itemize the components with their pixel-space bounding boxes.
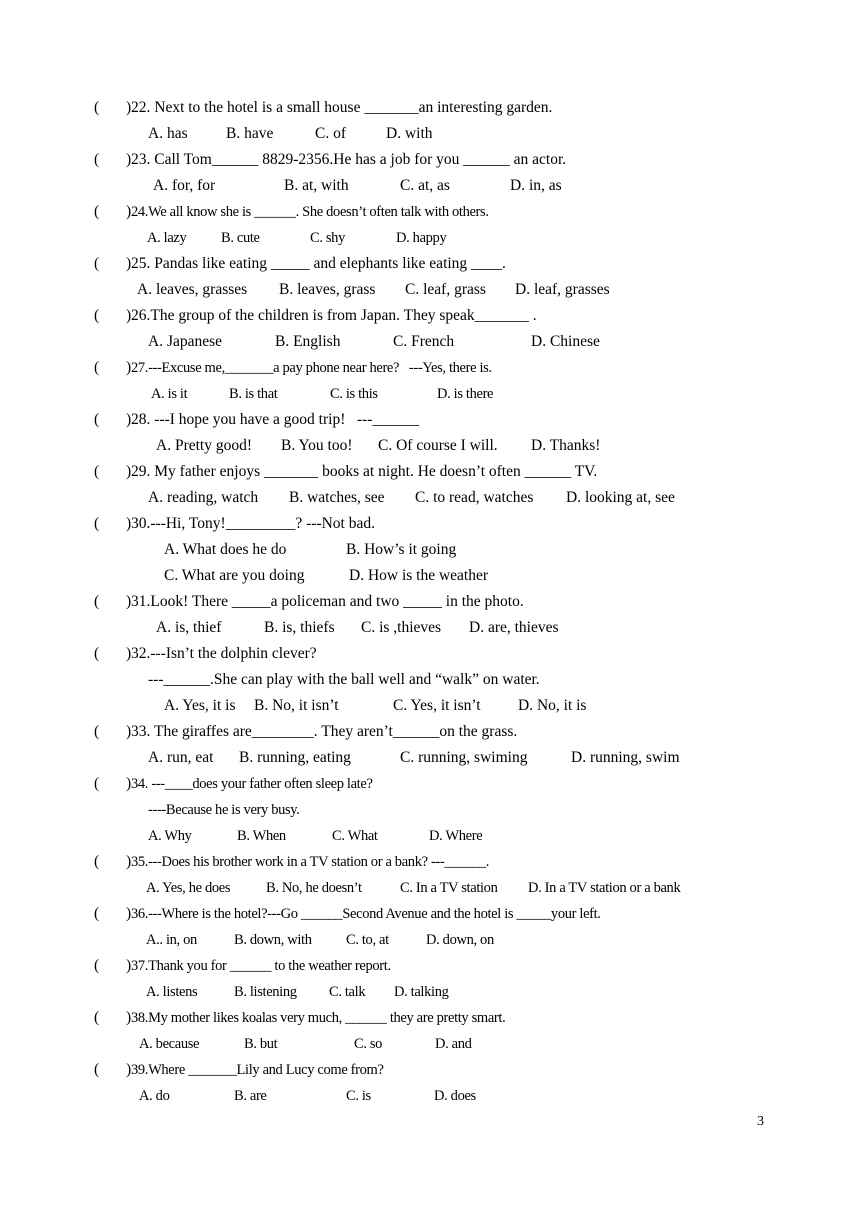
answer-paren-open: (	[94, 957, 100, 974]
answer-option: B. but	[244, 1036, 278, 1052]
answer-option: B. leaves, grass	[279, 281, 376, 298]
question-text: 30.---Hi, Tony!_________? ---Not bad.	[131, 515, 375, 532]
answer-option: B. is that	[229, 386, 278, 402]
answer-paren-close: )	[126, 255, 132, 272]
answer-paren-close: )	[126, 957, 132, 974]
answer-option: C. to read, watches	[415, 489, 534, 506]
question-text: 33. The giraffes are________. They aren’t______on the grass.	[131, 723, 518, 740]
answer-paren-open: (	[94, 905, 100, 922]
answer-option: C. What are you doing	[164, 567, 305, 584]
answer-paren-close: )	[126, 853, 132, 870]
answer-option: C. talk	[329, 984, 366, 1000]
answer-option: A. has	[148, 125, 188, 142]
answer-option: A.. in, on	[146, 932, 197, 948]
answer-option: D. are, thieves	[469, 619, 559, 636]
answer-option: B. listening	[234, 984, 297, 1000]
answer-option: A. for, for	[153, 177, 216, 194]
answer-paren-open: (	[94, 307, 100, 324]
answer-option: D. talking	[394, 984, 449, 1000]
question-text: 32.---Isn’t the dolphin clever?	[131, 645, 317, 662]
answer-option: B. is, thiefs	[264, 619, 335, 636]
answer-paren-close: )	[126, 203, 132, 220]
answer-option: C. is this	[330, 386, 378, 402]
answer-option: A. is it	[151, 386, 188, 402]
answer-option: B. cute	[221, 230, 260, 246]
answer-paren-open: (	[94, 1061, 100, 1078]
answer-option: A. Japanese	[148, 333, 223, 350]
question-text: 24.We all know she is ______. She doesn’t often talk with others.	[131, 204, 489, 220]
answer-option: C. leaf, grass	[405, 281, 486, 298]
answer-option: A. reading, watch	[148, 489, 259, 506]
answer-option: A. because	[139, 1036, 200, 1052]
answer-option: A. What does he do	[164, 541, 287, 558]
answer-paren-close: )	[126, 515, 132, 532]
question-text: 38.My mother likes koalas very much, ______ they are pretty smart.	[131, 1010, 506, 1026]
answer-paren-close: )	[126, 99, 132, 116]
answer-paren-close: )	[126, 1009, 132, 1026]
answer-paren-open: (	[94, 593, 100, 610]
question-text: 36.---Where is the hotel?---Go ______Second Avenue and the hotel is _____your left.	[131, 906, 601, 922]
answer-paren-close: )	[126, 775, 132, 792]
question-text: 23. Call Tom______ 8829-2356.He has a job for you ______ an actor.	[131, 151, 567, 168]
answer-option: C. In a TV station	[400, 880, 498, 896]
answer-paren-open: (	[94, 255, 100, 272]
answer-option: C. French	[393, 333, 455, 350]
answer-option: B. running, eating	[239, 749, 351, 766]
answer-paren-close: )	[126, 1061, 132, 1078]
answer-option: C. shy	[310, 230, 345, 246]
answer-paren-close: )	[126, 723, 132, 740]
answer-option: B. No, he doesn’t	[266, 880, 362, 896]
answer-option: A. lazy	[147, 230, 187, 246]
answer-paren-close: )	[126, 645, 132, 662]
answer-option: D. does	[434, 1088, 476, 1104]
answer-paren-open: (	[94, 411, 100, 428]
answer-option: A. Yes, he does	[146, 880, 231, 896]
answer-option: C. is ,thieves	[361, 619, 442, 636]
question-text: 26.The group of the children is from Japan. They speak_______ .	[131, 307, 537, 324]
answer-option: C. Yes, it isn’t	[393, 697, 481, 714]
answer-option: B. English	[275, 333, 341, 350]
answer-option: B. at, with	[284, 177, 349, 194]
answer-paren-open: (	[94, 463, 100, 480]
answer-option: C. Of course I will.	[378, 437, 498, 454]
answer-paren-open: (	[94, 723, 100, 740]
answer-option: C. of	[315, 125, 346, 142]
answer-option: B. No, it isn’t	[254, 697, 339, 714]
answer-option: D. No, it is	[518, 697, 587, 714]
answer-paren-close: )	[126, 463, 132, 480]
answer-option: D. leaf, grasses	[515, 281, 610, 298]
question-text: 28. ---I hope you have a good trip! ---______	[131, 411, 419, 428]
answer-option: B. are	[234, 1088, 267, 1104]
question-text: 27.---Excuse me,_______a pay phone near here? ---Yes, there is.	[131, 360, 492, 376]
answer-option: B. watches, see	[289, 489, 385, 506]
answer-paren-open: (	[94, 645, 100, 662]
question-text: 22. Next to the hotel is a small house _______an interesting garden.	[131, 99, 553, 116]
answer-option: A. Yes, it is	[164, 697, 236, 714]
answer-option: D. How is the weather	[349, 567, 489, 584]
answer-option: A. Why	[148, 828, 192, 844]
answer-option: D. with	[386, 125, 433, 142]
answer-paren-open: (	[94, 203, 100, 220]
answer-option: A. is, thief	[156, 619, 222, 636]
answer-option: A. do	[139, 1088, 170, 1104]
answer-option: C. is	[346, 1088, 371, 1104]
answer-option: C. running, swiming	[400, 749, 528, 766]
answer-option: D. Chinese	[531, 333, 600, 350]
answer-option: C. at, as	[400, 177, 450, 194]
answer-paren-open: (	[94, 775, 100, 792]
answer-paren-open: (	[94, 1009, 100, 1026]
page-number: 3	[757, 1114, 764, 1129]
answer-option: D. Thanks!	[531, 437, 601, 454]
question-text: 37.Thank you for ______ to the weather report.	[131, 958, 391, 974]
answer-paren-open: (	[94, 359, 100, 376]
answer-option: A. listens	[146, 984, 198, 1000]
question-text: 39.Where _______Lily and Lucy come from?	[131, 1062, 384, 1078]
answer-option: D. down, on	[426, 932, 494, 948]
answer-option: D. is there	[437, 386, 494, 402]
answer-option: C. to, at	[346, 932, 389, 948]
answer-option: B. You too!	[281, 437, 353, 454]
answer-option: D. and	[435, 1036, 472, 1052]
question-text: 29. My father enjoys _______ books at night. He doesn’t often ______ TV.	[131, 463, 598, 480]
answer-paren-open: (	[94, 151, 100, 168]
answer-option: D. running, swim	[571, 749, 680, 766]
answer-option: D. happy	[396, 230, 447, 246]
answer-paren-close: )	[126, 307, 132, 324]
answer-option: C. so	[354, 1036, 383, 1052]
answer-option: D. looking at, see	[566, 489, 675, 506]
answer-option: A. run, eat	[148, 749, 214, 766]
answer-option: C. What	[332, 828, 378, 844]
answer-option: A. leaves, grasses	[137, 281, 248, 298]
answer-option: D. in, as	[510, 177, 562, 194]
answer-paren-close: )	[126, 905, 132, 922]
answer-paren-close: )	[126, 359, 132, 376]
question-text: 34. ---____does your father often sleep late?	[131, 776, 373, 792]
answer-option: B. down, with	[234, 932, 312, 948]
answer-option: A. Pretty good!	[156, 437, 253, 454]
answer-option: D. In a TV station or a bank	[528, 880, 681, 896]
answer-option: D. Where	[429, 828, 483, 844]
question-continuation: ---______.She can play with the ball well and “walk” on water.	[148, 671, 540, 688]
question-text: 25. Pandas like eating _____ and elephants like eating ____.	[131, 255, 506, 272]
answer-paren-open: (	[94, 515, 100, 532]
answer-paren-open: (	[94, 99, 100, 116]
answer-paren-close: )	[126, 411, 132, 428]
answer-option: B. have	[226, 125, 274, 142]
question-text: 35.---Does his brother work in a TV station or a bank? ---______.	[131, 854, 490, 870]
question-continuation: ----Because he is very busy.	[148, 802, 300, 818]
question-text: 31.Look! There _____a policeman and two _____ in the photo.	[131, 593, 524, 610]
answer-paren-close: )	[126, 151, 132, 168]
answer-paren-close: )	[126, 593, 132, 610]
answer-option: B. How’s it going	[346, 541, 457, 558]
answer-option: B. When	[237, 828, 286, 844]
answer-paren-open: (	[94, 853, 100, 870]
